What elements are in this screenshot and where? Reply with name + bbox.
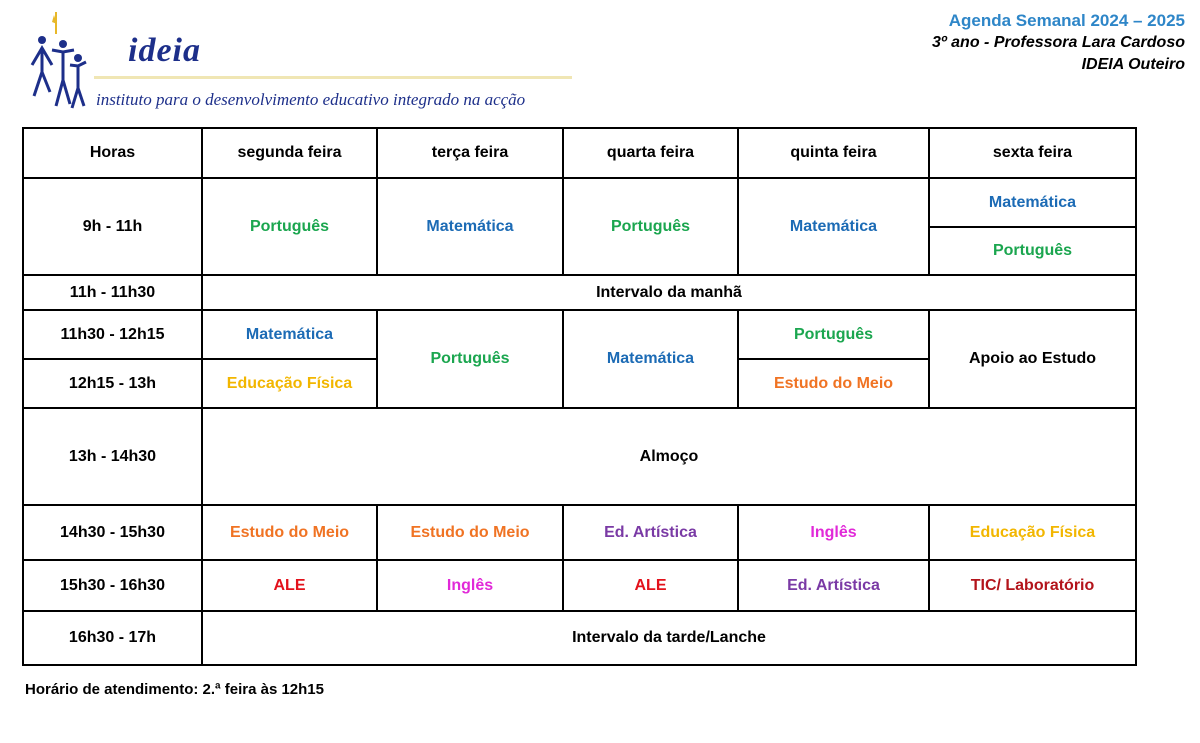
subject-cell: Educação Física [202, 359, 377, 408]
subject-cell: Estudo do Meio [738, 359, 929, 408]
header-row [23, 128, 1136, 178]
subject-cell: Ed. Artística [563, 505, 738, 560]
ideia-figures-icon [26, 10, 96, 115]
break-cell: Intervalo da manhã [202, 275, 1136, 310]
header-sexta: sexta feira [929, 128, 1136, 178]
subject-cell: Português [738, 310, 929, 359]
subject-cell: Matemática [202, 310, 377, 359]
office-hours-note: Horário de atendimento: 2.ª feira às 12h15 [25, 681, 324, 698]
time-cell: 14h30 - 15h30 [23, 505, 202, 560]
subject-cell: Português [377, 310, 563, 408]
time-cell: 11h30 - 12h15 [23, 310, 202, 359]
time-cell: 11h - 11h30 [23, 275, 202, 310]
header-segunda: segunda feira [202, 128, 377, 178]
subject-cell: Português [202, 178, 377, 275]
break-cell: Intervalo da tarde/Lanche [202, 611, 1136, 665]
time-cell: 13h - 14h30 [23, 408, 202, 505]
header-horas: Horas [23, 128, 202, 178]
table-row [23, 310, 1136, 359]
lunch-cell: Almoço [202, 408, 1136, 505]
subject-cell: TIC/ Laboratório [929, 560, 1136, 611]
table-row [23, 611, 1136, 665]
logo-subtitle: instituto para o desenvolvimento educativo integrado na acção [96, 90, 526, 109]
logo-divider [94, 76, 572, 79]
time-cell: 16h30 - 17h [23, 611, 202, 665]
time-cell: 15h30 - 16h30 [23, 560, 202, 611]
logo-wordmark: ideia [128, 32, 201, 69]
subject-cell: Português [929, 227, 1136, 275]
header-quinta: quinta feira [738, 128, 929, 178]
subject-cell: Matemática [563, 310, 738, 408]
header-quarta: quarta feira [563, 128, 738, 178]
table-row [23, 505, 1136, 560]
subject-cell: Estudo do Meio [202, 505, 377, 560]
subject-cell: Matemática [929, 178, 1136, 227]
subject-cell: Ed. Artística [738, 560, 929, 611]
school-name: IDEIA Outeiro [1081, 56, 1185, 73]
table-row [23, 275, 1136, 310]
subject-cell: Inglês [377, 560, 563, 611]
header-info [932, 10, 1185, 76]
class-teacher-line: 3º ano - Professora Lara Cardoso [931, 34, 1185, 51]
subject-cell: Apoio ao Estudo [929, 310, 1136, 408]
agenda-title: Agenda Semanal 2024 – 2025 [948, 11, 1185, 30]
table-row [23, 560, 1136, 611]
subject-cell: ALE [202, 560, 377, 611]
table-row [23, 408, 1136, 505]
subject-cell: Inglês [738, 505, 929, 560]
time-cell: 12h15 - 13h [23, 359, 202, 408]
ideia-logo [26, 10, 586, 115]
header-terca: terça feira [377, 128, 563, 178]
subject-cell: Matemática [377, 178, 563, 275]
time-cell: 9h - 11h [23, 178, 202, 275]
weekly-schedule-table [22, 127, 1137, 666]
subject-cell: Educação Física [929, 505, 1136, 560]
subject-cell: Matemática [738, 178, 929, 275]
subject-cell: ALE [563, 560, 738, 611]
table-row [23, 178, 1136, 227]
subject-cell: Português [563, 178, 738, 275]
subject-cell: Estudo do Meio [377, 505, 563, 560]
